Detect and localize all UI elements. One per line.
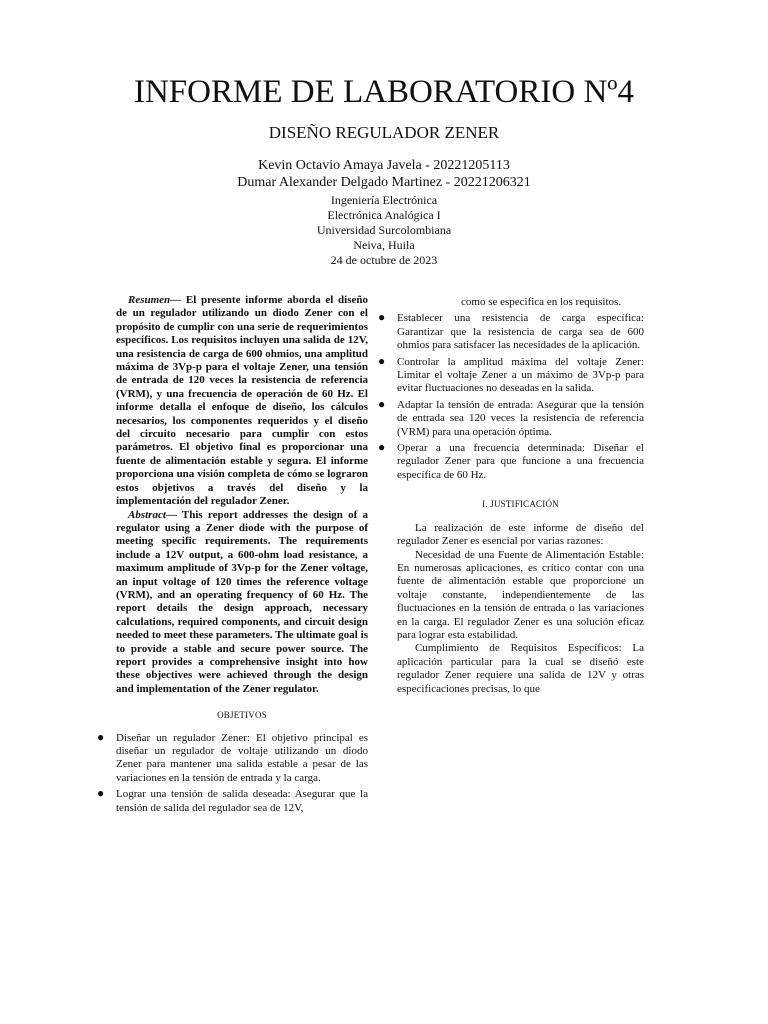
list-item xyxy=(378,353,644,396)
list-item-text: Diseñar un regulador Zener: El objetivo principal es diseñar un regulador de voltaje utilizando un diodo Zener para mantener una salida estable a pesar de las variaciones en la tensión de entrada y la carga. xyxy=(116,731,368,784)
bullet-icon: ● xyxy=(97,729,105,744)
resumen-paragraph xyxy=(116,294,368,509)
bullet-icon: ● xyxy=(378,396,386,411)
report-title: INFORME DE LABORATORIO Nº4 xyxy=(133,74,635,110)
affiliation-university: Universidad Surcolombiana xyxy=(316,223,452,237)
list-item-text: Controlar la amplitud máxima del voltaje Zener: Limitar el voltaje Zener a un máximo de 3Vp-p para evitar fluctuaciones no deseadas en la salida. xyxy=(397,355,644,395)
list-item xyxy=(378,440,644,482)
right-column xyxy=(378,296,644,696)
list-item xyxy=(378,310,644,352)
abstract-text: This report addresses the design of a regulator using a Zener diode with the purpose of meeting specific requirements. The requirements include a 12V output, a 600-ohm load resistance, a maximum amplitude of 3Vp-p for the Zener voltage, an input voltage of 120 times the reference voltage (VRM), and an operating frequency of 60 Hz. The report details the design approach, necessary calculations, required components, and circuit design needed to meet these parameters. The ultimate goal is to provide a stable and secure power source. The report provides a comprehensive insight into how these objectives were achieved through the design and implementation of the Zener regulator. xyxy=(116,508,368,695)
report-date: 24 de octubre de 2023 xyxy=(330,253,438,267)
bullet-icon: ● xyxy=(378,310,386,325)
body-paragraph: Cumplimiento de Requisitos Específicos: La aplicación particular para la cual se diseñó este regulador Zener requiere una salida de 12V y otras especificaciones precisas, lo que xyxy=(397,642,644,695)
author-name: Kevin Octavio Amaya Javela - 20221205113 xyxy=(258,158,510,173)
list-item-text: Lograr una tensión de salida deseada: Asegurar que la tensión de salida del regulador sea de 12V, xyxy=(116,788,368,814)
list-item xyxy=(378,396,644,439)
affiliation-block xyxy=(0,193,768,268)
author-list xyxy=(0,157,768,191)
objetivos-list-continued xyxy=(378,310,644,482)
affiliation-program: Ingeniería Electrónica xyxy=(330,193,438,207)
objetivos-list xyxy=(97,729,368,815)
list-item-text: Operar a una frecuencia determinada: Diseñar el regulador Zener para que funcione a una frecuencia específica de 60 Hz. xyxy=(397,442,644,481)
body-paragraph: Necesidad de una Fuente de Alimentación Estable: En numerosas aplicaciones, es crítico contar con una fuente de alimentación estable que proporcione un voltaje constante, independientemente de las fluctuaciones en la tensión de entrada o las variaciones en la carga. El regulador Zener es una solución eficaz para lograr esta estabilidad. xyxy=(397,548,644,641)
list-item-text: Adaptar la tensión de entrada: Asegurar que la tensión de entrada sea 120 veces la resistencia de referencia (VRM) para una operación óptima. xyxy=(397,398,644,438)
abstract-paragraph xyxy=(116,509,368,697)
report-subtitle: DISEÑO REGULADOR ZENER xyxy=(268,123,500,142)
list-item xyxy=(97,786,368,815)
resumen-label: Resumen— xyxy=(128,294,182,306)
affiliation-course: Electrónica Analógica I xyxy=(327,208,441,222)
list-item-continuation: como se especifica en los requisitos. xyxy=(461,296,622,308)
bullet-icon: ● xyxy=(378,440,386,455)
list-item xyxy=(97,729,368,786)
author-name: Dumar Alexander Delgado Martinez - 20221206321 xyxy=(237,175,531,190)
objetivos-heading: OBJETIVOS xyxy=(217,710,267,721)
resumen-text: El presente informe aborda el diseño de un regulador utilizando un diodo Zener con el propósito de cumplir con una serie de requerimientos específicos. Los requisitos incluyen una salida de 12V, una resistencia de carga de 600 ohmios, una amplitud máxima de 3Vp-p para el voltaje Zener, una tensión de entrada de 120 veces la resistencia de referencia (VRM), y una frecuencia de operación de 60 Hz. El informe detalla el enfoque de diseño, los cálculos necesarios, los componentes requeridos y el diseño del circuito necesario para cumplir con estos parámetros. El objetivo final es proporcionar una fuente de alimentación estable y segura. El informe proporciona una visión completa de cómo se lograron estos objetivos a través del diseño y la implementación del regulador Zener. xyxy=(116,294,368,508)
list-item-text: Establecer una resistencia de carga específica: Garantizar que la resistencia de carga sea de 600 ohmios para satisfacer las necesidades de la aplicación. xyxy=(397,312,644,352)
left-column xyxy=(97,294,368,818)
affiliation-city: Neiva, Huila xyxy=(353,238,415,252)
abstract-label: Abstract— xyxy=(128,508,177,521)
justificacion-heading: I. JUSTIFICACIÓN xyxy=(482,499,559,510)
bullet-icon: ● xyxy=(97,786,105,801)
bullet-icon: ● xyxy=(378,353,386,368)
body-paragraph: La realización de este informe de diseño del regulador Zener es esencial por varias razones: xyxy=(397,521,644,548)
